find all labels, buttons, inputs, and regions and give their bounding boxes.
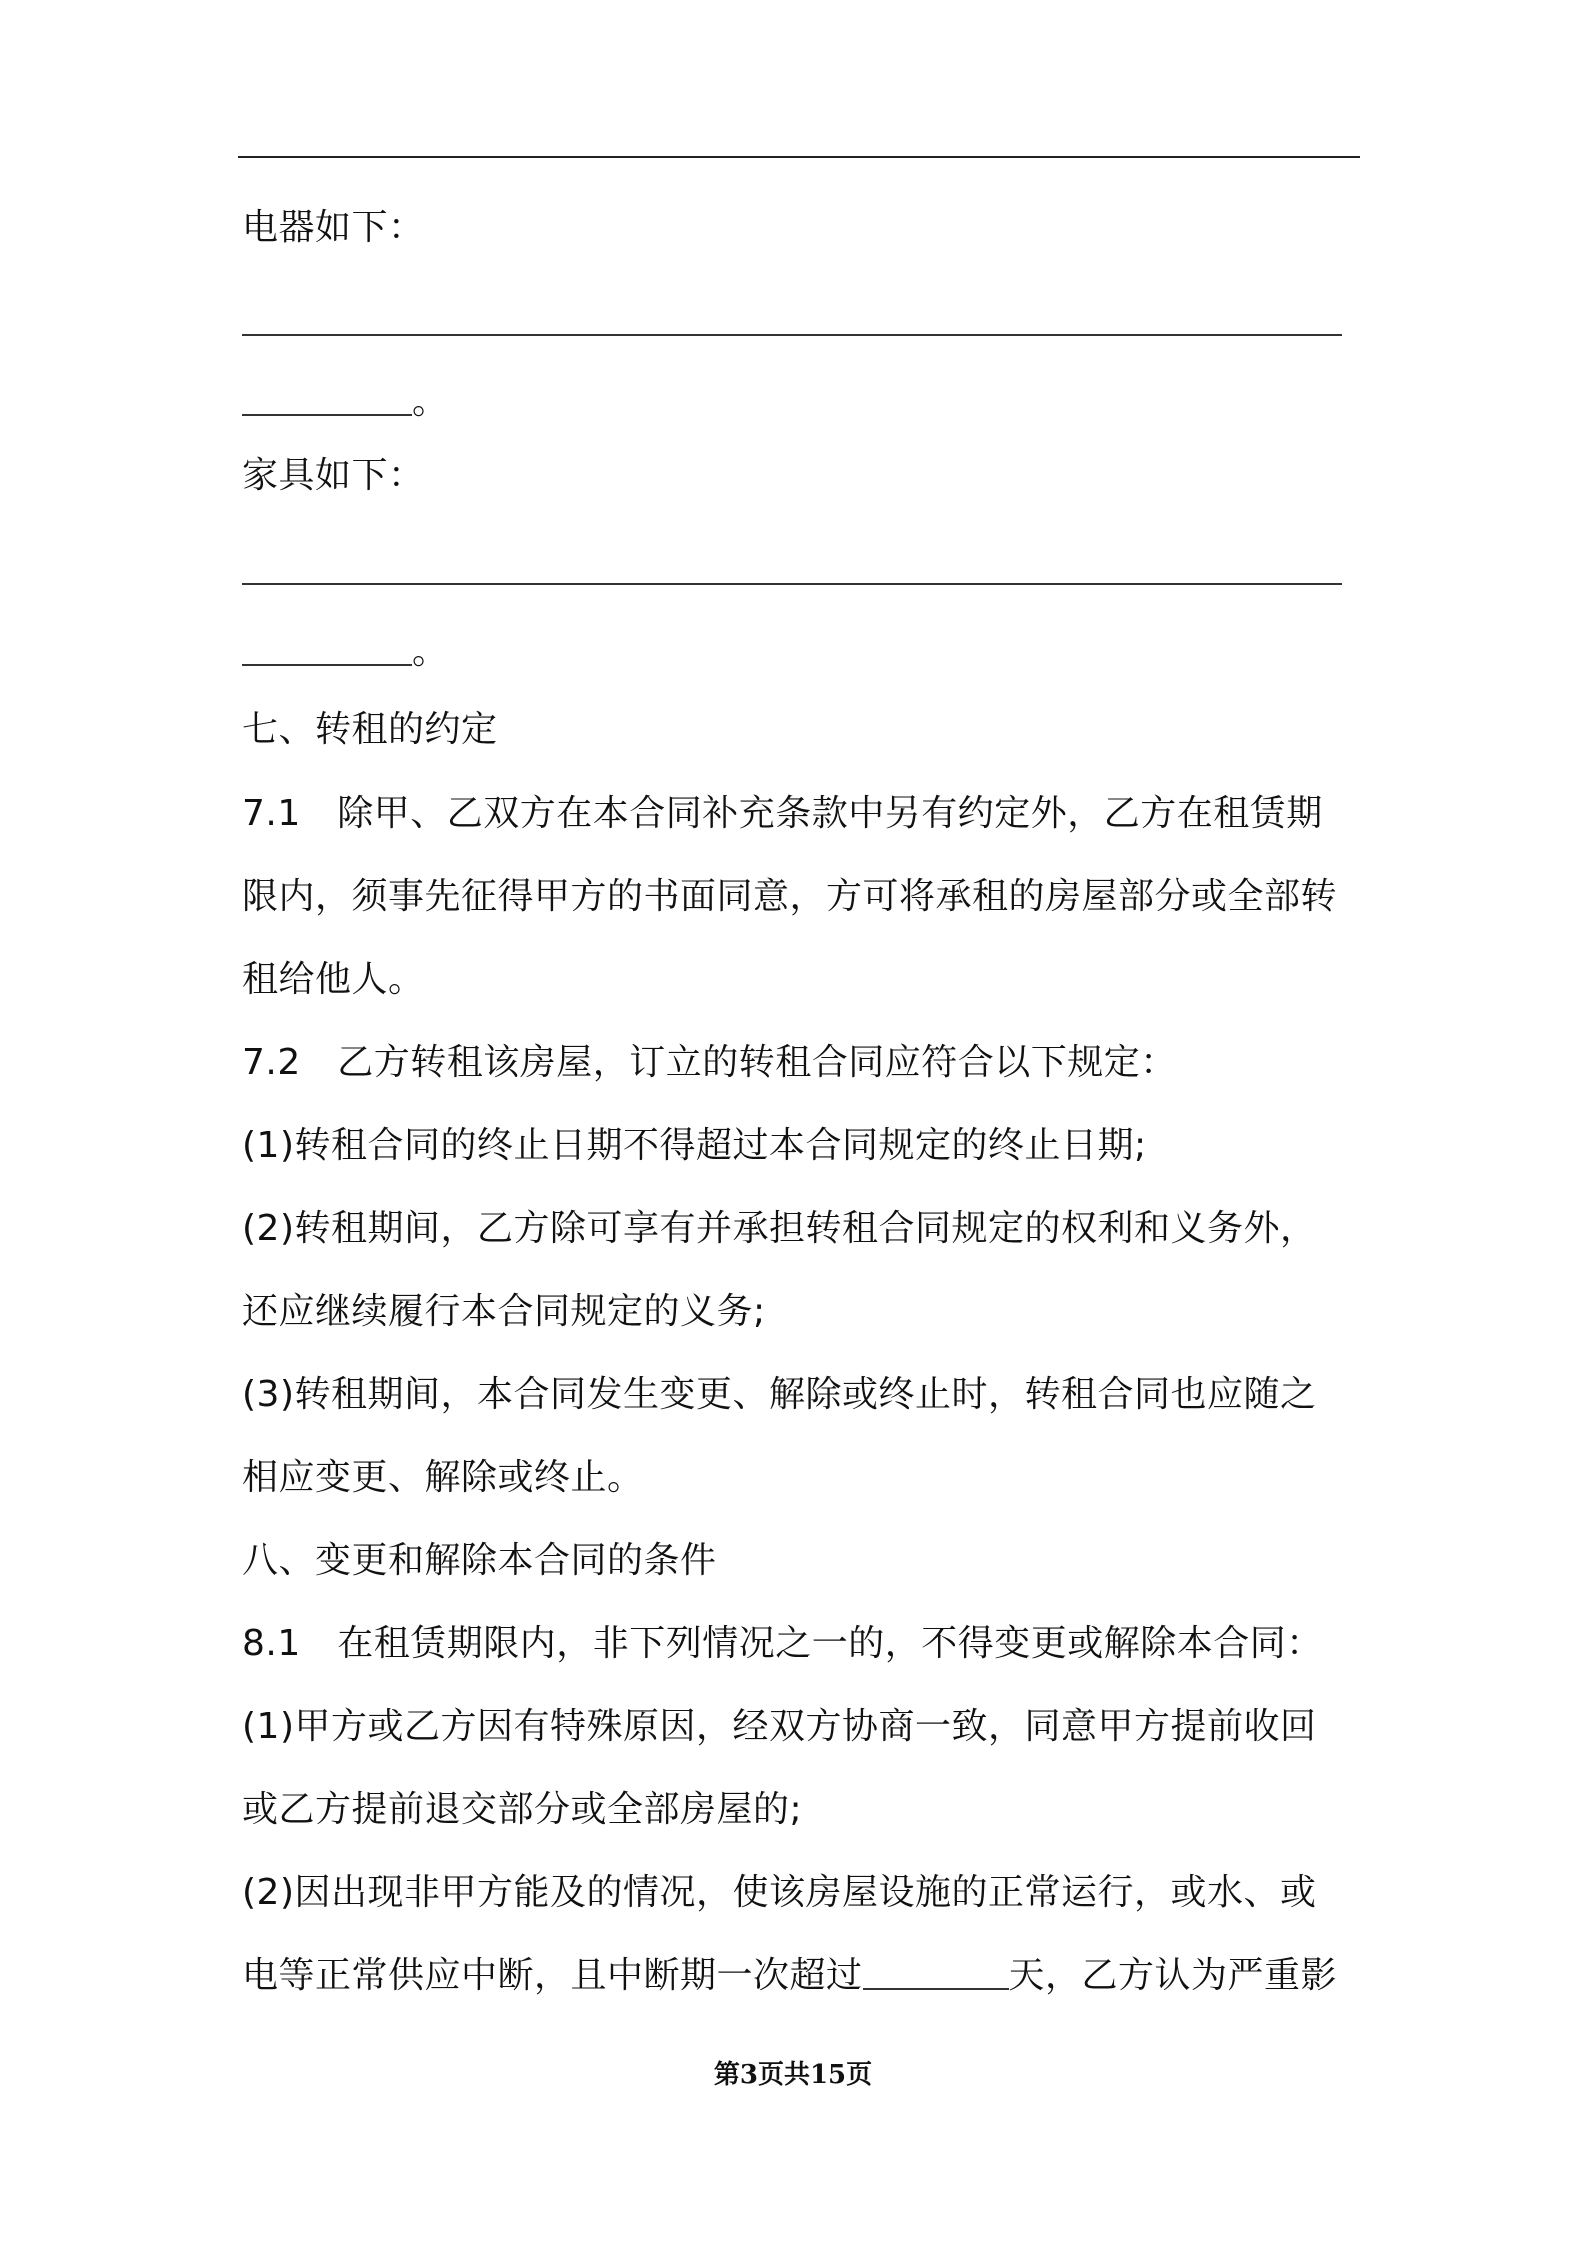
section-heading-sublease: 七、转租的约定 bbox=[242, 709, 498, 750]
text-line: (1)转租合同的终止日期不得超过本合同规定的终止日期; bbox=[242, 1125, 1147, 1166]
full-stop: 。 bbox=[412, 631, 449, 672]
page-number-footer: 第3页共15页 bbox=[713, 2060, 873, 2090]
text-line: 限内，须事先征得甲方的书面同意，方可将承租的房屋部分或全部转 bbox=[242, 876, 1338, 917]
text-line: (2)因出现非甲方能及的情况，使该房屋设施的正常运行，或水、或 bbox=[242, 1872, 1317, 1913]
text-line: 租给他人。 bbox=[242, 959, 425, 1000]
text-line: 或乙方提前退交部分或全部房屋的; bbox=[242, 1789, 803, 1830]
text-segment: 天，乙方认为严重影 bbox=[1008, 1955, 1338, 1996]
text-line: (3)转租期间，本合同发生变更、解除或终止时，转租合同也应随之 bbox=[242, 1374, 1317, 1415]
text-line: (2)转租期间，乙方除可享有并承担转租合同规定的权利和义务外， bbox=[242, 1208, 1317, 1249]
fill-in-blank-furniture bbox=[242, 583, 1342, 585]
text-line-appliances-heading: 电器如下： bbox=[242, 207, 425, 248]
text-line: 8.1 在租赁期限内，非下列情况之一的，不得变更或解除本合同： bbox=[242, 1623, 1323, 1664]
text-line: (1)甲方或乙方因有特殊原因，经双方协商一致，同意甲方提前收回 bbox=[242, 1706, 1317, 1747]
text-line-furniture-heading: 家具如下： bbox=[242, 455, 425, 496]
text-line: 相应变更、解除或终止。 bbox=[242, 1457, 644, 1498]
text-line-furniture-end bbox=[242, 632, 449, 672]
fill-in-blank-short bbox=[242, 664, 412, 666]
fill-in-blank-short bbox=[242, 414, 412, 416]
fill-in-blank-days bbox=[863, 1988, 1009, 1990]
text-segment: 电等正常供应中断，且中断期一次超过 bbox=[242, 1955, 863, 1996]
text-line: 7.1 除甲、乙双方在本合同补充条款中另有约定外，乙方在租赁期 bbox=[242, 793, 1323, 834]
fill-in-blank-appliances bbox=[242, 334, 1342, 336]
text-line-appliances-end bbox=[242, 382, 449, 422]
header-rule bbox=[238, 156, 1360, 158]
full-stop: 。 bbox=[412, 381, 449, 422]
text-line: 7.2 乙方转租该房屋，订立的转租合同应符合以下规定： bbox=[242, 1042, 1177, 1083]
text-line: 还应继续履行本合同规定的义务; bbox=[242, 1291, 766, 1332]
section-heading-termination: 八、变更和解除本合同的条件 bbox=[242, 1540, 717, 1581]
text-line bbox=[242, 1956, 1337, 1996]
